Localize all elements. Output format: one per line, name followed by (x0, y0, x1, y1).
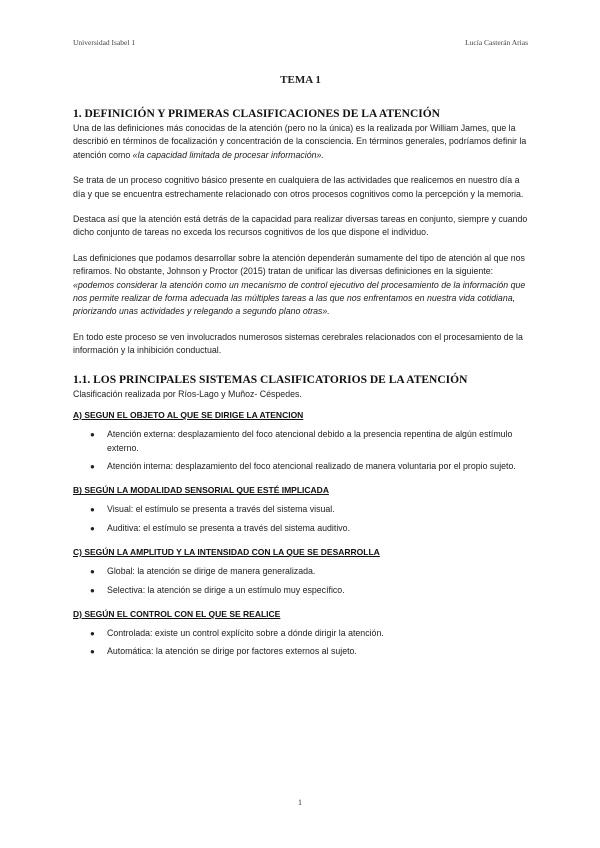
bullet-icon: ● (90, 430, 95, 440)
classification-heading: C) SEGÚN LA AMPLITUD Y LA INTENSIDAD CON LA QUE SE DESARROLLA (73, 547, 380, 558)
paragraph-brain-systems: En todo este proceso se ven involucrados numerosos sistemas cerebrales relacionados con el procesamiento de la información y la inhibición conductual. (73, 331, 523, 356)
bullet-icon: ● (90, 461, 95, 471)
list-item-text: Automática: la atención se dirige por factores externos al sujeto. (107, 646, 357, 657)
classification-subtitle: Clasificación realizada por Ríos-Lago y Muñoz- Céspedes. (73, 388, 302, 399)
list-item (73, 428, 528, 455)
bullet-icon: ● (90, 567, 95, 577)
bullet-icon: ● (90, 505, 95, 515)
paragraph-johnson-proctor (73, 252, 528, 319)
list-item-text: Auditiva: el estímulo se presenta a través del sistema auditivo. (107, 522, 351, 533)
classification-list (73, 565, 528, 597)
page-number: 1 (298, 798, 302, 807)
paragraph-definition-text: Una de las definiciones más conocidas de la atención (pero no la única) es la realizada por William James, que la describió en términos de focalización y concentración de la consciencia. En términos generales, podríamos definir la atención como (73, 123, 527, 160)
header-university: Universidad Isabel 1 (73, 38, 136, 47)
definition-quote: «la capacidad limitada de procesar información». (132, 149, 324, 160)
list-item (73, 645, 528, 658)
list-item-text: Controlada: existe un control explícito sobre a dónde dirigir la atención. (107, 627, 384, 638)
list-item (73, 584, 528, 597)
list-item-text: Selectiva: la atención se dirige a un estímulo muy específico. (107, 584, 345, 595)
paragraph-johnson-proctor-text: Las definiciones que podamos desarrollar sobre la atención dependerán sumamente del tipo de atención al que nos refiramos. No obstante, Johnson y Proctor (2015) tratan de unificar las diversas definiciones en la siguiente: (73, 252, 525, 277)
paragraph-definition (73, 122, 528, 162)
list-item (73, 627, 528, 640)
classification-groups (73, 410, 528, 659)
list-item (73, 503, 528, 516)
document-title: TEMA 1 (280, 74, 321, 86)
list-item (73, 460, 528, 473)
bullet-icon: ● (90, 647, 95, 657)
classification-list (73, 627, 528, 659)
list-item-text: Atención externa: desplazamiento del foco atencional debido a la presencia repentina de algún estímulo externo. (107, 429, 513, 453)
paragraph-cognitive-process: Se trata de un proceso cognitivo básico presente en cualquiera de las actividades que realicemos en nuestro día a día y que se encuentra estrechamente relacionado con otros procesos cognitivos como la percepción y la memoria. (73, 175, 524, 199)
list-item-text: Atención interna: desplazamiento del foco atencional realizado de manera voluntaria por el propio sujeto. (107, 460, 516, 471)
header-author: Lucía Casterán Arias (465, 38, 528, 47)
classification-heading: B) SEGÚN LA MODALIDAD SENSORIAL QUE ESTÉ IMPLICADA (73, 485, 329, 496)
section-1-heading: 1. DEFINICIÓN Y PRIMERAS CLASIFICACIONES DE LA ATENCIÓN (73, 108, 440, 120)
classification-list (73, 503, 528, 535)
section-1-1-heading: 1.1. LOS PRINCIPALES SISTEMAS CLASIFICATORIOS DE LA ATENCIÓN (73, 373, 468, 386)
bullet-icon: ● (90, 585, 95, 595)
bullet-icon: ● (90, 628, 95, 638)
list-item (73, 565, 528, 578)
classification-heading: A) SEGUN EL OBJETO AL QUE SE DIRIGE LA ATENCION (73, 410, 304, 421)
classification-list (73, 428, 528, 473)
list-item (73, 522, 528, 535)
page-content (73, 74, 528, 671)
classification-heading: D) SEGÚN EL CONTROL CON EL QUE SE REALICE (73, 608, 281, 619)
johnson-proctor-quote: «podemos considerar la atención como un mecanismo de control ejecutivo del procesamiento de la información que nos permite realizar de forma adecuada las múltiples tareas a las que nos enfrentamos en nuestra vida cotidiana, priorizando unas actividades y relegando a segundo plano otras». (73, 279, 526, 317)
bullet-icon: ● (90, 523, 95, 533)
list-item-text: Visual: el estímulo se presenta a través del sistema visual. (107, 504, 335, 515)
paragraph-multitask: Destaca así que la atención está detrás de la capacidad para realizar diversas tareas en conjunto, siempre y cuando dicho conjunto de tareas no exceda los recursos cognitivos de los que dispone el individuo. (73, 214, 528, 238)
list-item-text: Global: la atención se dirige de manera generalizada. (107, 566, 316, 577)
